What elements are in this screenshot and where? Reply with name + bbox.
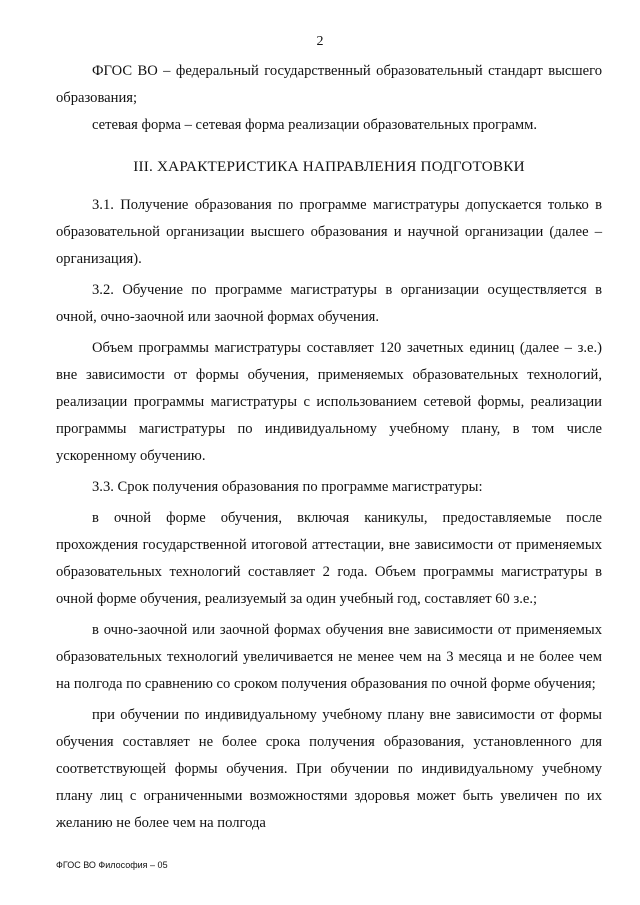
paragraph-volume: Объем программы магистратуры составляет 120 зачетных единиц (далее – з.е.) вне зависимости от формы обучения, применяемых образовательных технологий, реализации программы магистратуры с использованием сетевой формы, реализации программы магистратуры по индивидуальному учебному плану, в том числе ускоренному обучению. [56,340,602,464]
paragraph-individual-plan: при обучении по индивидуальному учебному плану вне зависимости от формы обучения составляет не более срока получения образования, установленного для соответствующей формы обучения. При обучении по индивидуальному учебному плану лиц с ограниченными возможностями здоровья может быть увеличен по их желанию не более чем на полгода [56,707,602,831]
paragraph-full-time: в очной форме обучения, включая каникулы, предоставляемые после прохождения государственной итоговой аттестации, вне зависимости от применяемых образовательных технологий составляет 2 года. Объем программы магистратуры в очной форме обучения, реализуемый за один учебный год, составляет 60 з.е.; [56,510,602,607]
definition-fgos: ФГОС ВО – федеральный государственный образовательный стандарт высшего образования; [56,63,602,106]
paragraph-3-3: 3.3. Срок получения образования по программе магистратуры: [92,479,483,495]
paragraph-part-time: в очно-заочной или заочной формах обучения вне зависимости от применяемых образовательных технологий увеличивается не менее чем на 3 месяца и не более чем на полгода по сравнению со сроком получения образования по очной форме обучения; [56,622,602,692]
page-number: 2 [316,34,324,49]
page-footer: ФГОС ВО Философия – 05 [56,860,168,870]
paragraph-3-1: 3.1. Получение образования по программе магистратуры допускается только в образовательной организации высшего образования и научной организации (далее – организация). [56,197,602,267]
section-heading: III. ХАРАКТЕРИСТИКА НАПРАВЛЕНИЯ ПОДГОТОВКИ [133,158,525,175]
paragraph-3-2: 3.2. Обучение по программе магистратуры в организации осуществляется в очной, очно-заочной или заочной формах обучения. [56,282,602,325]
definition-network-form: сетевая форма – сетевая форма реализации образовательных программ. [92,117,538,133]
document-body [56,58,602,837]
